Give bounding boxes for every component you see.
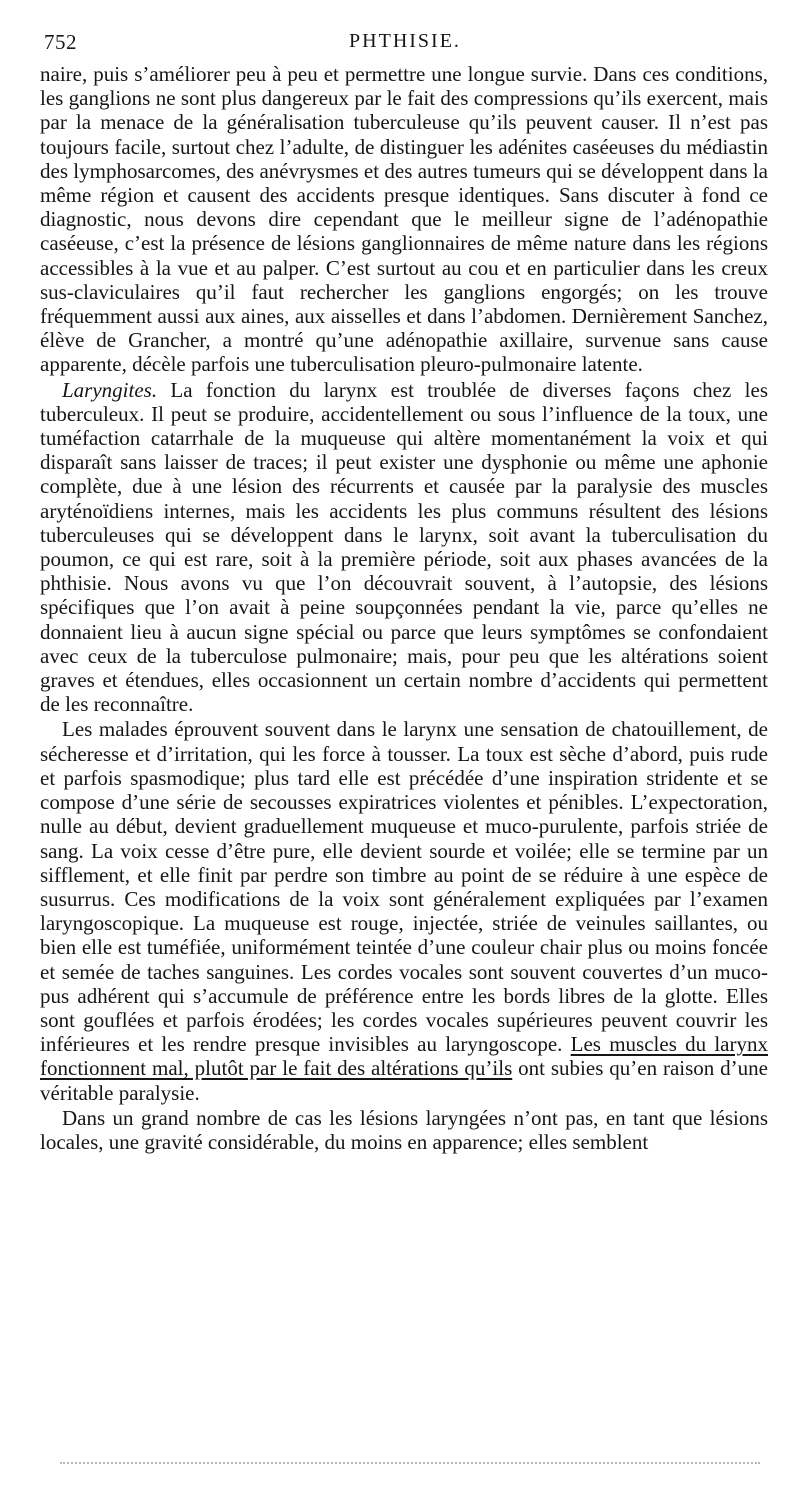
paragraph-gravity bbox=[40, 1106, 768, 1154]
running-title: PHTHISIE. bbox=[349, 30, 461, 52]
paragraph-symptoms bbox=[40, 717, 768, 1104]
paragraph-tail: ont subies qu’en raison d’une véritable paralysie. bbox=[40, 1056, 768, 1105]
page-number: 752 bbox=[44, 30, 77, 54]
bleed-through-rule bbox=[60, 1462, 760, 1464]
paragraph-text: Les malades éprouvent souvent dans le larynx une sensation de chatouillement, de sécheresse et d’irritation, qui les force à tousser. La toux est sèche d’abord, puis rude et parfois spasmodique; plus tard elle est précédée d’une inspiration stridente et se compose d’une série de secousses expiratrices violentes et pénibles. L’expectoration, nulle au début, devient graduellement muqueuse et muco-purulente, parfois striée de sang. La voix cesse d’être pure, elle devient sourde et voilée; elle se termine par un sifflement, et elle finit par perdre son timbre au point de se réduire à une espèce de susurrus. Ces modifications de la voix sont généralement expliquées par l’examen laryngoscopique. La muqueuse est rouge, injectée, striée de veinules saillantes, ou bien elle est tuméfiée, uniformément teintée d’une couleur chair plus ou moins foncée et semée de taches sanguines. Les cordes vocales sont souvent couvertes d’un muco-pus adhérent qui s’accumule de préférence entre les bords libres de la glotte. Elles sont gouflées et parfois érodées; les cordes vocales supérieures peuvent couvrir les inférieures et les rendre presque invisibles au laryngoscope. bbox=[40, 717, 768, 1057]
paragraph-text: naire, puis s’améliorer peu à peu et permettre une longue survie. Dans ces conditions, les ganglions ne sont plus dangereux par le fait des compressions qu’ils exercent, mais par la menace de la généralisation tuberculeuse qu’ils peuvent causer. Il n’est pas toujours facile, surtout chez l’adulte, de distinguer les adénites caséeuses du médiastin des lymphosarcomes, des anévrysmes et des autres tumeurs qui se développent dans la même région et causent des accidents presque identiques. Sans discuter à fond ce diagnostic, nous devons dire cependant que le meilleur signe de l’adénopathie caséeuse, c’est la présence de lésions ganglionnaires de même nature dans les régions accessibles à la vue et au palper. C’est surtout au cou et en particulier dans les creux sus-claviculaires qu’il faut rechercher les ganglions engorgés; on les trouve fréquemment aussi aux aines, aux aisselles et dans l’abdomen. Dernièrement Sanchez, élève de Grancher, a montré qu’une adénopathie axillaire, survenue sans cause apparente, décèle parfois une tuberculisation pleuro-pulmonaire latente. bbox=[40, 62, 768, 377]
body-text bbox=[40, 62, 768, 1154]
paragraph-mediastinal-adenopathy bbox=[40, 62, 768, 377]
underlined-passage: Les muscles du larynx fonctionnent mal, plutôt par le fait des altérations qu’ils bbox=[40, 1032, 768, 1081]
paragraph-text: Dans un grand nombre de cas les lésions laryngées n’ont pas, en tant que lésions locales, une gravité considérable, du moins en apparence; elles semblent bbox=[40, 1105, 768, 1154]
paragraph-laryngitis bbox=[40, 378, 768, 717]
section-heading-laryngites: Laryngites. bbox=[62, 377, 158, 402]
paragraph-text: La fonction du larynx est troublée de diverses façons chez les tuberculeux. Il peut se produire, accidentellement ou sous l’influence de la toux, une tuméfaction catarrhale de la muqueuse qui altère momentanément la voix et qui disparaît sans laisser de traces; il peut exister une dysphonie ou même une aphonie complète, due à une lésion des récurrents et causée par la paralysie des muscles aryténoïdiens internes, mais les accidents les plus communs résultent des lésions tuberculeuses qui se développent dans le larynx, soit avant la tuberculisation du poumon, ce qui est rare, soit à la première période, soit aux phases avancées de la phthisie. Nous avons vu que l’on découvrait souvent, à l’autopsie, des lésions spécifiques que l’on avait à peine soupçonnées pendant la vie, parce qu’elles ne donnaient lieu à aucun signe spécial ou parce que leurs symptômes se confondaient avec ceux de la tuberculose pulmonaire; mais, pour peu que les altérations soient graves et étendues, elles occasionnent un certain nombre d’accidents qui permettent de les reconnaître. bbox=[40, 377, 768, 717]
running-head bbox=[44, 30, 766, 60]
